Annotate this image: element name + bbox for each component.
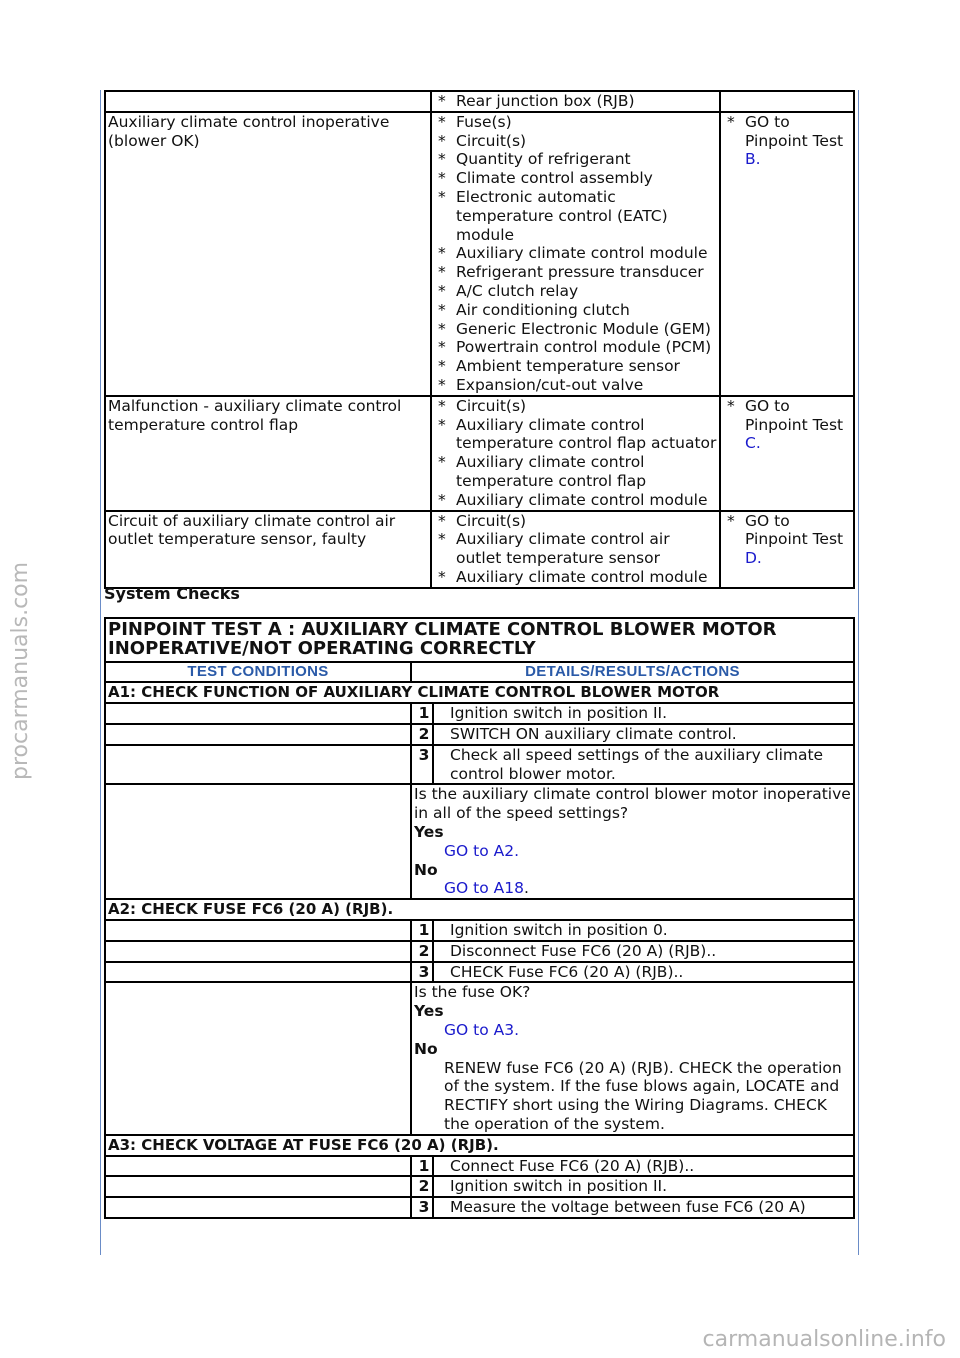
test-condition-cell <box>105 784 411 899</box>
result-row <box>105 784 854 899</box>
test-condition-cell <box>105 962 411 983</box>
bullet-icon: * <box>438 453 446 472</box>
step-header-row <box>105 682 854 703</box>
action-cell <box>411 724 854 745</box>
numbered-action <box>414 704 851 723</box>
cause-item <box>434 453 717 491</box>
fault-condition <box>105 91 431 112</box>
cause-text: Air conditioning clutch <box>456 300 630 319</box>
step-number: 2 <box>416 725 434 744</box>
no-action-text[interactable]: GO to A18 <box>444 879 524 898</box>
bullet-icon: * <box>438 375 446 394</box>
cause-item <box>434 113 717 132</box>
action-cell <box>411 745 854 785</box>
test-condition-cell <box>105 1156 411 1177</box>
bullet-icon: * <box>438 490 446 509</box>
numbered-action <box>414 1157 851 1176</box>
action-cell <box>411 920 854 941</box>
question-text: Is the fuse OK? <box>414 983 531 1002</box>
cause-text: Circuit(s) <box>456 131 527 150</box>
step-header-row <box>105 1135 854 1156</box>
cause-item <box>434 188 717 244</box>
yes-action[interactable]: GO to A3. <box>444 1020 520 1039</box>
action-text: Measure the voltage between fuse FC6 (20 A) <box>450 1198 806 1217</box>
cause-text: Climate control assembly <box>456 169 653 188</box>
test-condition-cell <box>105 941 411 962</box>
cause-item <box>434 397 717 416</box>
yes-label: Yes <box>414 822 444 841</box>
cause-text: Auxiliary climate control module <box>456 244 708 263</box>
step-action-row <box>105 1176 854 1197</box>
cause-item <box>434 530 717 568</box>
action-text: Ignition switch in position II. <box>450 1177 668 1196</box>
step-number: 1 <box>416 704 434 723</box>
result-cell <box>411 784 854 899</box>
test-condition-cell <box>105 1176 411 1197</box>
no-label: No <box>414 1039 438 1058</box>
no-action-suffix: . <box>523 879 529 898</box>
cause-item <box>434 263 717 282</box>
fault-action <box>720 511 854 588</box>
numbered-action <box>414 963 851 982</box>
bottom-watermark: carmanualsonline.info <box>702 1327 946 1352</box>
side-watermark: procarmanuals.com <box>8 561 33 780</box>
cause-item <box>434 512 717 531</box>
bullet-icon: * <box>438 187 446 206</box>
fault-condition: Circuit of auxiliary climate control air outlet temperature sensor, faulty <box>105 511 431 588</box>
numbered-action <box>414 942 851 961</box>
cause-item <box>434 338 717 357</box>
bullet-icon: * <box>438 263 446 282</box>
pinpoint-title: PINPOINT TEST A : AUXILIARY CLIMATE CONTROL BLOWER MOTOR INOPERATIVE/NOT OPERATING CORRECTLY <box>105 618 854 662</box>
cause-text: Auxiliary climate control air outlet temperature sensor <box>456 530 670 568</box>
bullet-icon: * <box>438 244 446 263</box>
action-cell <box>411 1156 854 1177</box>
action-text: CHECK Fuse FC6 (20 A) (RJB).. <box>450 962 684 981</box>
bullet-icon: * <box>438 396 446 415</box>
right-margin-line <box>858 90 859 1255</box>
test-condition-cell <box>105 1197 411 1218</box>
step-title: A3: CHECK VOLTAGE AT FUSE FC6 (20 A) (RJB). <box>105 1135 854 1156</box>
cause-text: Powertrain control module (PCM) <box>456 338 712 357</box>
bullet-icon: * <box>438 150 446 169</box>
bullet-icon: * <box>438 567 446 586</box>
yes-label: Yes <box>414 1002 444 1021</box>
cause-text: Quantity of refrigerant <box>456 150 631 169</box>
step-action-row <box>105 941 854 962</box>
pinpoint-link[interactable]: B. <box>745 150 761 169</box>
step-title: A1: CHECK FUNCTION OF AUXILIARY CLIMATE CONTROL BLOWER MOTOR <box>105 682 854 703</box>
action-item <box>723 512 851 568</box>
cause-text: A/C clutch relay <box>456 281 579 300</box>
fault-row <box>105 112 854 396</box>
bullet-icon: * <box>438 357 446 376</box>
cause-text: Circuit(s) <box>456 396 527 415</box>
cause-item <box>434 282 717 301</box>
pinpoint-test-table <box>104 617 855 1219</box>
left-margin-line <box>100 90 101 1255</box>
cause-item <box>434 357 717 376</box>
action-text: SWITCH ON auxiliary climate control. <box>450 724 737 743</box>
bullet-icon: * <box>727 396 735 415</box>
pinpoint-link[interactable]: D. <box>745 549 762 568</box>
result-cell <box>411 982 854 1134</box>
cause-text: Ambient temperature sensor <box>456 357 680 376</box>
test-condition-cell <box>105 745 411 785</box>
step-action-row <box>105 1197 854 1218</box>
step-number: 1 <box>416 921 434 940</box>
fault-causes <box>431 112 720 396</box>
cause-text: Auxiliary climate control temperature control flap <box>456 453 647 490</box>
cause-item <box>434 376 717 395</box>
header-details: DETAILS/RESULTS/ACTIONS <box>411 662 854 683</box>
step-header-row <box>105 899 854 920</box>
fault-causes <box>431 91 720 112</box>
bullet-icon: * <box>438 92 446 110</box>
no-action <box>414 879 851 898</box>
no-label: No <box>414 860 438 879</box>
numbered-action <box>414 1198 851 1217</box>
fault-row <box>105 396 854 511</box>
action-item <box>723 113 851 169</box>
numbered-action <box>414 921 851 940</box>
numbered-action <box>414 725 851 744</box>
question-text: Is the auxiliary climate control blower motor inoperative in all of the speed settings? <box>414 785 851 823</box>
fault-condition: Auxiliary climate control inoperative (blower OK) <box>105 112 431 396</box>
pinpoint-link[interactable]: C. <box>745 434 761 453</box>
step-action-row <box>105 724 854 745</box>
bullet-icon: * <box>438 169 446 188</box>
cause-item <box>434 568 717 587</box>
cause-item <box>434 301 717 320</box>
result-row <box>105 982 854 1134</box>
cause-text: Auxiliary climate control temperature control flap actuator <box>456 415 717 453</box>
header-test-conditions: TEST CONDITIONS <box>105 662 411 683</box>
fault-causes <box>431 511 720 588</box>
fault-condition: Malfunction - auxiliary climate control temperature control flap <box>105 396 431 511</box>
action-item <box>723 397 851 453</box>
bullet-icon: * <box>727 511 735 530</box>
step-number: 3 <box>416 1198 434 1217</box>
bullet-icon: * <box>438 112 446 131</box>
cause-item <box>434 416 717 454</box>
numbered-action <box>414 746 851 784</box>
step-action-row <box>105 1156 854 1177</box>
action-cell <box>411 1176 854 1197</box>
cause-item <box>434 491 717 510</box>
fault-table <box>104 90 855 589</box>
cause-text: Expansion/cut-out valve <box>456 375 644 394</box>
fault-action <box>720 91 854 112</box>
bullet-icon: * <box>438 338 446 357</box>
bullet-icon: * <box>438 415 446 434</box>
action-text: Ignition switch in position 0. <box>450 920 668 939</box>
step-action-row <box>105 920 854 941</box>
step-number: 2 <box>416 1177 434 1196</box>
action-text: GO to Pinpoint Test B. <box>745 112 844 169</box>
action-cell <box>411 941 854 962</box>
action-text: Connect Fuse FC6 (20 A) (RJB).. <box>450 1156 695 1175</box>
action-cell <box>411 962 854 983</box>
numbered-action <box>414 1177 851 1196</box>
action-text: Disconnect Fuse FC6 (20 A) (RJB).. <box>450 941 717 960</box>
step-action-row <box>105 962 854 983</box>
cause-item <box>434 320 717 339</box>
bullet-icon: * <box>438 319 446 338</box>
cause-item <box>434 92 717 111</box>
fault-row <box>105 91 854 112</box>
no-action-text: RENEW fuse FC6 (20 A) (RJB). CHECK the operation of the system. If the fuse blows again, LOCATE and RECTIFY short using the Wiring Diagrams. CHECK the operation of the system. <box>444 1058 842 1133</box>
step-number: 1 <box>416 1157 434 1176</box>
bullet-icon: * <box>727 112 735 131</box>
fault-causes <box>431 396 720 511</box>
cause-text: Generic Electronic Module (GEM) <box>456 319 711 338</box>
bullet-icon: * <box>438 300 446 319</box>
bullet-icon: * <box>438 530 446 549</box>
action-text: Ignition switch in position II. <box>450 704 668 723</box>
action-cell <box>411 1197 854 1218</box>
cause-item <box>434 132 717 151</box>
yes-action[interactable]: GO to A2. <box>444 841 520 860</box>
cause-item <box>434 244 717 263</box>
cause-item <box>434 150 717 169</box>
section-title: System Checks <box>104 584 240 603</box>
bullet-icon: * <box>438 281 446 300</box>
step-action-row <box>105 745 854 785</box>
action-cell <box>411 703 854 724</box>
test-condition-cell <box>105 724 411 745</box>
step-action-row <box>105 703 854 724</box>
fault-action <box>720 396 854 511</box>
test-condition-cell <box>105 920 411 941</box>
cause-text: Refrigerant pressure transducer <box>456 263 704 282</box>
fault-action <box>720 112 854 396</box>
action-text: GO to Pinpoint Test D. <box>745 511 844 568</box>
action-text: GO to Pinpoint Test C. <box>745 396 844 453</box>
test-condition-cell <box>105 703 411 724</box>
bullet-icon: * <box>438 131 446 150</box>
cause-text: Electronic automatic temperature control (EATC) module <box>456 187 668 244</box>
cause-text: Circuit(s) <box>456 511 527 530</box>
action-text: Check all speed settings of the auxiliary climate control blower motor. <box>450 745 824 783</box>
step-number: 3 <box>416 963 434 982</box>
cause-text: Fuse(s) <box>456 112 512 131</box>
cause-text: Rear junction box (RJB) <box>456 92 635 110</box>
cause-text: Auxiliary climate control module <box>456 567 708 586</box>
no-action <box>414 1059 851 1134</box>
cause-item <box>434 169 717 188</box>
fault-row <box>105 511 854 588</box>
step-number: 2 <box>416 942 434 961</box>
step-title: A2: CHECK FUSE FC6 (20 A) (RJB). <box>105 899 854 920</box>
test-condition-cell <box>105 982 411 1134</box>
cause-text: Auxiliary climate control module <box>456 490 708 509</box>
bullet-icon: * <box>438 511 446 530</box>
step-number: 3 <box>416 746 434 784</box>
